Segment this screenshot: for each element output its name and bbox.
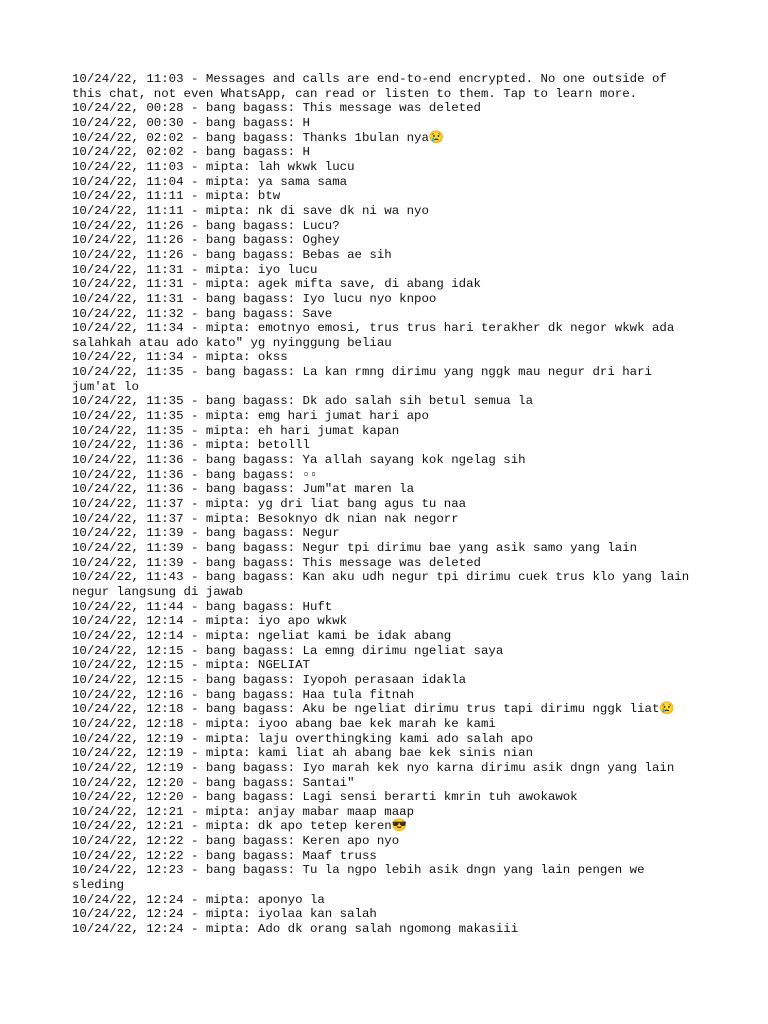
chat-line: 10/24/22, 11:36 - mipta: betolll: [72, 438, 310, 453]
chat-line: 10/24/22, 12:23 - bang bagass: Tu la ngpo lebih asik dngn yang lain pengen we sleding: [72, 863, 652, 893]
chat-line: 10/24/22, 11:32 - bang bagass: Save: [72, 306, 333, 321]
chat-line: 10/24/22, 12:19 - mipta: laju overthingking kami ado salah apo: [72, 731, 534, 746]
chat-line: 10/24/22, 11:36 - bang bagass: Jum"at maren la: [72, 482, 415, 497]
chat-line: 10/24/22, 12:15 - mipta: NGELIAT: [72, 658, 310, 673]
chat-line: 10/24/22, 12:19 - bang bagass: Iyo marah kek nyo karna dirimu asik dngn yang lain: [72, 760, 675, 775]
chat-line: 10/24/22, 12:19 - mipta: kami liat ah abang bae kek sinis nian: [72, 746, 534, 761]
chat-line: 10/24/22, 11:43 - bang bagass: Kan aku udh negur tpi dirimu cuek trus klo yang lain negur langsung di jawab: [72, 570, 697, 599]
chat-line: 10/24/22, 11:31 - mipta: agek mifta save, di abang idak: [72, 277, 481, 292]
chat-line: 10/24/22, 12:15 - bang bagass: Iyopoh perasaan idakla: [72, 672, 467, 687]
chat-line: 10/24/22, 12:21 - mipta: dk apo tetep keren😎: [72, 819, 408, 834]
chat-line: 10/24/22, 11:36 - bang bagass: ▫▫: [72, 467, 318, 482]
chat-line: 10/24/22, 12:18 - bang bagass: Aku be ngeliat dirimu trus tapi dirimu nggk liat😢: [72, 702, 675, 717]
chat-line: 10/24/22, 11:37 - mipta: yg dri liat bang agus tu naa: [72, 497, 467, 512]
chat-line: 10/24/22, 11:03 - mipta: lah wkwk lucu: [72, 159, 355, 174]
chat-line: 10/24/22, 11:03 - Messages and calls are end-to-end encrypted. No one outside of this chat, not even WhatsApp, can read or listen to them. Tap to learn more.: [72, 72, 675, 101]
chat-line: 10/24/22, 02:02 - bang bagass: H: [72, 145, 310, 160]
chat-line: 10/24/22, 12:18 - mipta: iyoo abang bae kek marah ke kami: [72, 716, 496, 731]
chat-line: 10/24/22, 11:11 - mipta: btw: [72, 189, 281, 204]
chat-line: 10/24/22, 11:11 - mipta: nk di save dk ni wa nyo: [72, 203, 429, 218]
chat-line: 10/24/22, 12:20 - bang bagass: Lagi sensi berarti kmrin tuh awokawok: [72, 790, 578, 805]
chat-line: 10/24/22, 12:14 - mipta: iyo apo wkwk: [72, 614, 348, 629]
chat-line: 10/24/22, 11:37 - mipta: Besoknyo dk nian nak negorr: [72, 511, 459, 526]
chat-line: 10/24/22, 12:21 - mipta: anjay mabar maap maap: [72, 804, 415, 819]
chat-line: 10/24/22, 12:22 - bang bagass: Maaf truss: [72, 848, 377, 863]
chat-line: 10/24/22, 12:24 - mipta: aponyo la: [72, 892, 325, 907]
chat-export-text: [72, 72, 702, 937]
chat-line: 10/24/22, 12:16 - bang bagass: Haa tula fitnah: [72, 687, 415, 702]
chat-line: 10/24/22, 11:34 - mipta: emotnyo emosi, trus trus hari terakher dk negor wkwk ada salahkah atau ado kato" yg nyinggung beliau: [72, 321, 682, 350]
chat-line: 10/24/22, 11:26 - bang bagass: Lucu?: [72, 218, 340, 233]
chat-line: 10/24/22, 11:34 - mipta: okss: [72, 350, 288, 365]
chat-line: 10/24/22, 11:31 - bang bagass: Iyo lucu nyo knpoo: [72, 291, 437, 306]
chat-line: 10/24/22, 00:30 - bang bagass: H: [72, 115, 310, 130]
chat-line: 10/24/22, 11:39 - bang bagass: Negur tpi dirimu bae yang asik samo yang lain: [72, 541, 638, 555]
chat-line: 10/24/22, 12:24 - mipta: iyolaa kan salah: [72, 907, 377, 922]
chat-line: 10/24/22, 11:39 - bang bagass: This message was deleted: [72, 555, 481, 570]
chat-line: 10/24/22, 11:39 - bang bagass: Negur: [72, 526, 340, 541]
chat-line: 10/24/22, 12:22 - bang bagass: Keren apo nyo: [72, 834, 400, 849]
chat-line: 10/24/22, 12:24 - mipta: Ado dk orang salah ngomong makasiii: [72, 922, 519, 937]
chat-line: 10/24/22, 11:35 - bang bagass: La kan rmng dirimu yang nggk mau negur dri hari jum'at lo: [72, 365, 660, 394]
chat-line: 10/24/22, 11:35 - mipta: eh hari jumat kapan: [72, 423, 400, 438]
chat-line: 10/24/22, 12:15 - bang bagass: La emng dirimu ngeliat saya: [72, 643, 504, 658]
chat-line: 10/24/22, 11:35 - mipta: emg hari jumat hari apo: [72, 409, 429, 424]
chat-line: 10/24/22, 11:44 - bang bagass: Huft: [72, 599, 333, 614]
chat-line: 10/24/22, 12:14 - mipta: ngeliat kami be idak abang: [72, 628, 452, 643]
chat-line: 10/24/22, 00:28 - bang bagass: This message was deleted: [72, 101, 481, 116]
chat-line: 10/24/22, 11:26 - bang bagass: Oghey: [72, 233, 340, 248]
chat-line: 10/24/22, 11:35 - bang bagass: Dk ado salah sih betul semua la: [72, 394, 534, 409]
chat-line: 10/24/22, 12:20 - bang bagass: Santai": [72, 775, 355, 790]
chat-line: 10/24/22, 11:26 - bang bagass: Bebas ae sih: [72, 247, 392, 262]
chat-line: 10/24/22, 11:31 - mipta: iyo lucu: [72, 262, 318, 277]
chat-line: 10/24/22, 11:04 - mipta: ya sama sama: [72, 174, 348, 189]
chat-line: 10/24/22, 11:36 - bang bagass: Ya allah sayang kok ngelag sih: [72, 453, 526, 468]
chat-line: 10/24/22, 02:02 - bang bagass: Thanks 1bulan nya😢: [72, 130, 445, 145]
